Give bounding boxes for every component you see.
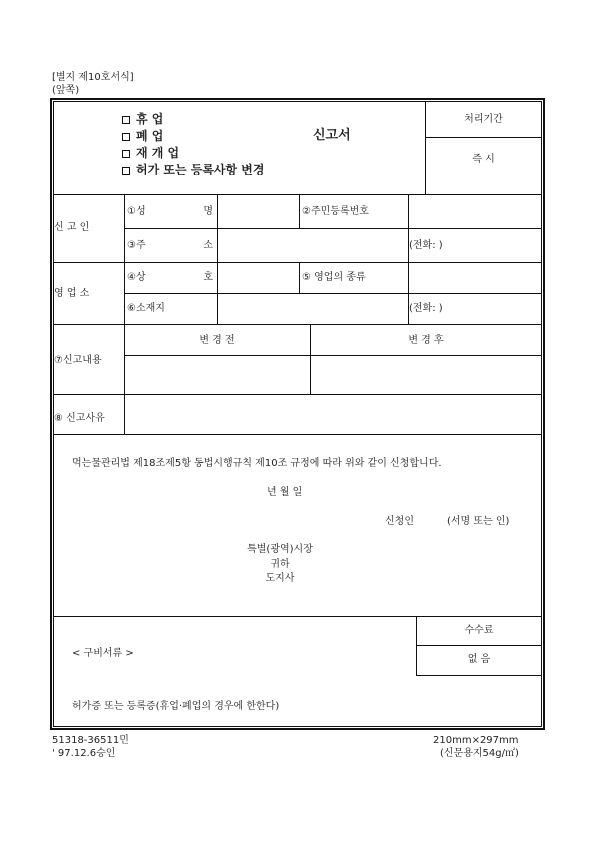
reporter-section-label: 신 고 인 (54, 222, 90, 233)
after-change-input[interactable] (312, 357, 540, 392)
processing-period-label: 처리기간 (464, 114, 503, 125)
location-field-label: ⑥소재지 (127, 303, 165, 314)
option-shutdown[interactable]: 폐 업 (122, 129, 163, 143)
business-section-label: 영 업 소 (54, 288, 90, 299)
declaration-text: 먹는물관리법 제18조제5항 동법시행규칙 제10조 규정에 따라 위와 같이 신청합니다. (72, 458, 442, 469)
required-document-item: 허가증 또는 등록증(휴업·폐업의 경우에 한한다) (72, 701, 280, 712)
paper-type: (신문용지54g/㎡) (440, 748, 519, 759)
trade-name-input[interactable] (219, 264, 297, 291)
content-section-label: ⑦신고내용 (54, 355, 102, 366)
required-documents-label: < 구비서류 > (72, 648, 134, 659)
reporter-phone-field[interactable]: (전화: ) (409, 240, 443, 251)
business-phone-field[interactable]: (전화: ) (409, 303, 443, 314)
form-title: 신고서 (313, 128, 351, 143)
signature-label: (서명 또는 인) (447, 516, 510, 527)
fee-label: 수수료 (464, 625, 494, 636)
page-side-label: (앞쪽) (52, 85, 80, 96)
checkbox-icon[interactable] (122, 116, 130, 124)
option-change[interactable]: 허가 또는 등록사항 변경 (122, 163, 264, 175)
approval-date: ' 97.12.6승인 (52, 748, 116, 759)
checkbox-icon[interactable] (122, 133, 130, 141)
fee-value: 없 음 (467, 654, 491, 665)
reason-section-label: ⑧ 신고사유 (54, 413, 105, 424)
business-type-input[interactable] (410, 264, 540, 291)
recipient-honorific: 귀하 (270, 559, 290, 570)
governor-title: 도지사 (265, 573, 295, 584)
before-change-input[interactable] (126, 357, 308, 392)
after-change-header: 변 경 후 (408, 335, 444, 346)
form-reference: [별지 제10호서식] (52, 72, 134, 83)
name-input[interactable] (219, 196, 297, 226)
processing-period-value: 즉 시 (472, 154, 495, 165)
applicant-label: 신청인 (385, 516, 414, 527)
address-input[interactable] (219, 230, 406, 260)
option-closure[interactable]: 휴 업 (122, 112, 163, 126)
reason-input[interactable] (126, 396, 540, 432)
rrn-field-label: ②주민등록번호 (302, 206, 369, 217)
address-field-label: ③주 소 (127, 240, 213, 251)
checkbox-icon[interactable] (122, 150, 130, 158)
name-field-label: ①성 명 (127, 206, 213, 217)
authority-title: 특별(광역)시장 (247, 544, 313, 555)
before-change-header: 변 경 전 (199, 335, 235, 346)
form-code: 51318-36511민 (52, 735, 129, 746)
business-type-field-label: ⑤ 영업의 종류 (302, 272, 366, 283)
location-input[interactable] (219, 295, 406, 322)
paper-size: 210mm×297mm (433, 735, 519, 746)
checkbox-icon[interactable] (122, 167, 130, 175)
date-line: 년 월 일 (267, 487, 303, 498)
trade-name-field-label: ④상 호 (127, 272, 213, 283)
option-reopen[interactable]: 재 개 업 (122, 146, 179, 160)
rrn-input[interactable] (410, 196, 540, 226)
